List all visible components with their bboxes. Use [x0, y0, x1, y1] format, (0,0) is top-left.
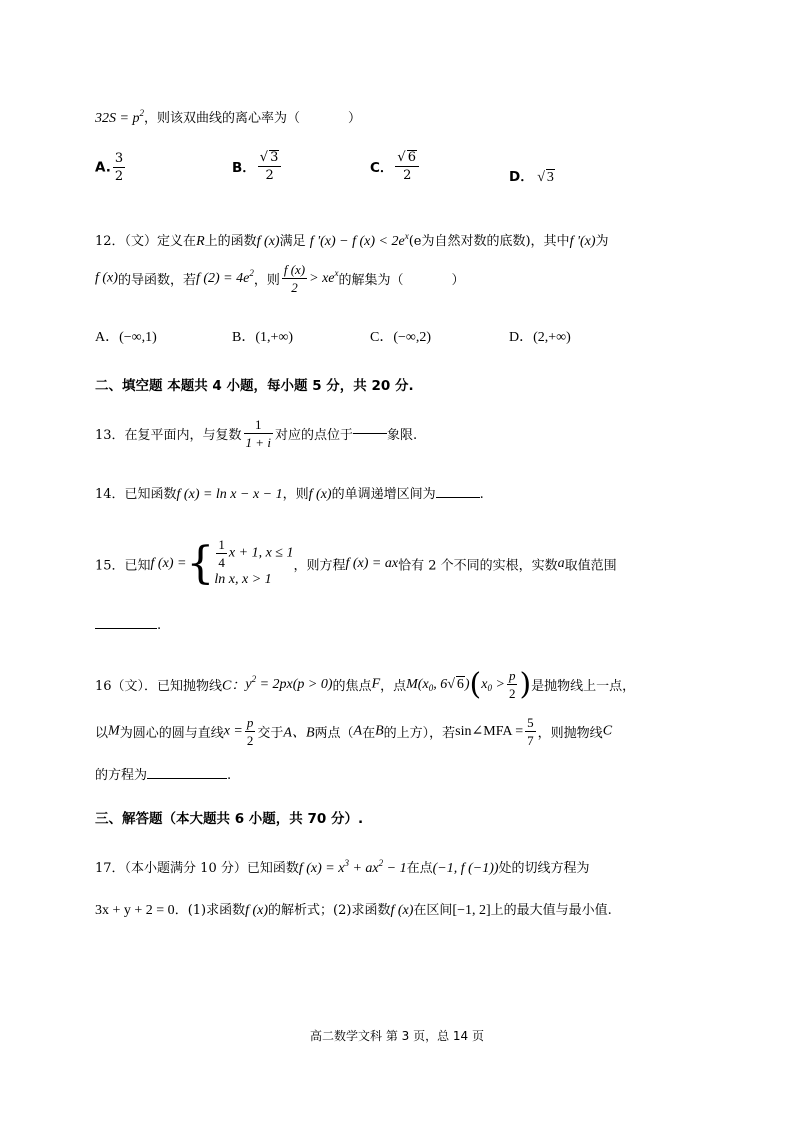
q11-formula: $32S = p^2$ [95, 108, 144, 126]
q16-answer-blank[interactable] [147, 778, 227, 779]
q11-tail-line [95, 107, 361, 127]
q13-line: 13．在复平面内，与复数 $\frac{1}{1 + i}$ 对应的点位于 象限. [95, 417, 418, 450]
q16-line1: 16（文）．已知抛物线C：$y^2 = 2px(p > 0)$的焦点F，点$M(x_0$, 6√ $6)(x_0$ > $\frac{p}{2}$ )是抛物线上一点， [95, 667, 636, 702]
q12-inequality: f '(x) − f $(x) < 2e^x$ [309, 231, 409, 249]
section3-heading: 三、解答题（本大题共 6 小题，共 70 分）. [95, 811, 364, 827]
q11-option-a: A. $\frac{3}{2}$ [95, 151, 124, 184]
q12-option-c: C．(−∞,2) [370, 330, 432, 345]
q12-line1: 12．（文）定义在R上的函数f (x)满足 f '(x) − f $(x) < 2e^x(e$为自然对数的底数)，其中f '(x)为 [95, 231, 609, 249]
q11-option-d: D． √ 3 [509, 169, 554, 185]
q17-line1: 17．（本小题满分 10 分）已知函数f $(x) = x^3 + ax^2 - 1$在点(−1, f (−1))处的切线方程为 [95, 858, 590, 876]
q12-option-a: A．(−∞,1) [95, 330, 157, 345]
q17-line2: 3x + y + 2 = 0．(1)求函数f (x)的解析式；(2)求函数f (x)在区间[−1, 2]上的最大值与最小值. [95, 903, 612, 918]
q15-line: 15．已知f (x) ={ $\frac{1}{4}$ x + 1, x ≤ 1 ln x, x > 1 ，则方程f (x) = ax恰有 2 个不同的实根，实数a取值范围 [95, 537, 617, 589]
q12-option-b: B．(1,+∞) [232, 330, 294, 345]
q13-answer-blank[interactable] [353, 433, 387, 434]
q14-answer-blank[interactable] [436, 497, 480, 498]
page-footer: 高二数学文科 第 3 页，总 14 页 [310, 1029, 484, 1043]
q11-option-c: C． $\frac{√ 6}{2}$ [370, 150, 421, 182]
q16-line2: 以M为圆心的圆与直线x = $\frac{p}{2}$ 交于A、B两点（A在B的上方），若sin∠MFA = $\frac{5}{7}$ ，则抛物线C [95, 715, 613, 748]
q15-answer-line: . [95, 618, 161, 633]
section2-heading: 二、填空题 本题共 4 小题，每小题 5 分，共 20 分. [95, 378, 414, 394]
q11-close: ） [347, 111, 361, 126]
q14-line: 14．已知函数f (x) = ln x − x − 1，则f (x)的单调递增区间为 . [95, 487, 484, 502]
q12-option-d: D．(2,+∞) [509, 330, 571, 345]
q12-line2: f (x)的导函数，若f $(2) = 4e^2$，则 $\frac{f (x)}{2}$ > $xe^x$的解集为（ ） [95, 262, 465, 295]
q11-option-b: B． $\frac{√ 3}{2}$ [232, 150, 283, 182]
q15-answer-blank[interactable] [95, 628, 157, 629]
q16-line3: 的方程为 . [95, 768, 232, 783]
q11-text: ，则该双曲线的离心率为（ [143, 111, 300, 126]
